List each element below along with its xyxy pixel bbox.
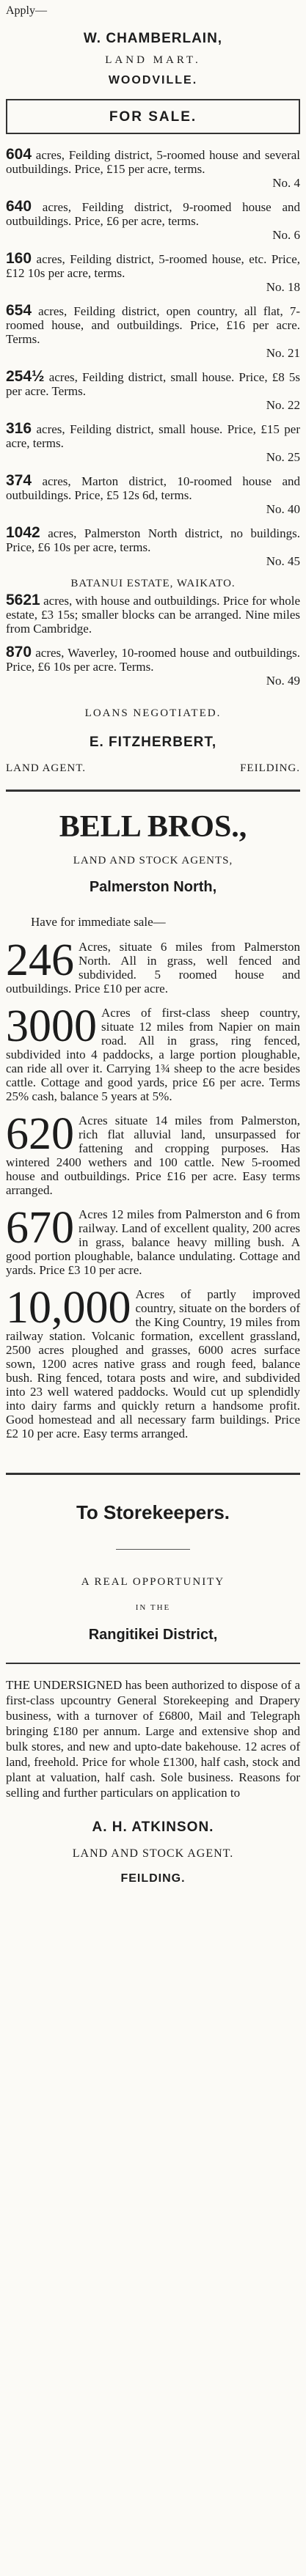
bell-listing-item: 670 Acres 12 miles from Palmerston and 6 from railway. Land of excellent quality, 200 acres in grass, balance heavy milling bush. A good portion ploughable, balance undulating. Cottage and yards. Price £3 10 per acre.	[6, 1203, 300, 1277]
agent-name: A. H. ATKINSON.	[92, 1819, 214, 1835]
batanui-heading: BATANUI ESTATE, WAIKATO.	[70, 578, 236, 589]
listing-item: 870 acres, Waverley, 10-roomed house and outbuildings. Price, £6 10s per acre. Terms. No. 49	[6, 644, 301, 688]
storekeepers-body: THE UNDERSIGNED has been authorized to dispose of a first-class upcountry General Storekeeping and Drapery business, with a turnover of £6800, Mail and Telegraph bringing £180 per annum. Large and extensive shop and bulk stores, and new and upto-date bakehouse. 12 acres of land, freehold. Price for whole £1300, half cash, stock and plant at valuation, half cash. Sole business. Reasons for selling and further particulars on application to	[6, 1678, 300, 1800]
bell-listing-item: 246 Acres, situate 6 miles from Palmerston North. All in grass, well fenced and subdivided. 5 roomed house and outbuildings. Price £10 per acre.	[6, 935, 300, 996]
listing-item: 654 acres, Feilding district, open country, all flat, 7-roomed house, and outbuildings. Price, £16 per acre. Terms. No. 21	[6, 302, 300, 360]
listing-item: 1042 acres, Palmerston North district, no buildings. Price, £6 10s per acre, terms. No. 45	[6, 524, 300, 568]
listing-item: 160 acres, Feilding district, 5-roomed house, etc. Price, £12 10s per acre, terms. No. 18	[6, 250, 301, 294]
listing-item: 640 acres, Feilding district, 9-roomed house and outbuildings. Price, £6 per acre, terms. No. 6	[6, 198, 300, 242]
chamberlain-line1: LAND MART.	[105, 54, 201, 66]
bell-bros-subtitle: LAND AND STOCK AGENTS,	[73, 855, 233, 866]
listing-item: 5621 acres, with house and outbuildings. Price for whole estate, £3 15s; smaller blocks can be arranged. Nine miles from Cambridge.	[6, 592, 300, 636]
for-sale-box	[6, 99, 300, 134]
for-sale-heading: FOR SALE.	[109, 109, 197, 125]
listing-item: 254½ acres, Feilding district, small house. Price, £8 5s per acre. Terms. No. 22	[6, 368, 300, 412]
for-sale-listings	[6, 147, 300, 688]
bell-bros-intro: Have for immediate sale—	[31, 915, 166, 929]
agent-town: FEILDING.	[120, 1872, 186, 1885]
listing-item: 374 acres, Marton district, 10-roomed house and outbuildings. Price, £5 12s 6d, terms. No. 40	[6, 472, 300, 516]
top-fragment: Apply—	[6, 4, 47, 17]
chamberlain-name: W. CHAMBERLAIN,	[83, 31, 223, 46]
fitzherbert-name: E. FITZHERBERT,	[89, 735, 217, 750]
bell-bros-place: Palmerston North,	[89, 879, 217, 895]
in-the-line: IN THE	[135, 1603, 171, 1612]
fitzherbert-title: LAND AGENT.	[6, 762, 87, 774]
district-name: Rangitikei District,	[88, 1627, 218, 1643]
advert-column	[6, 0, 300, 1885]
fitzherbert-town: FEILDING.	[240, 762, 300, 774]
bell-listing-item: 10,000 Acres of partly improved country, situate on the borders of the King Country, 19 miles from railway station. Volcanic formation, excellent grassland, 2500 acres ploughed and grasses, 6000 acres surface sown, 1200 acres native grass and rough feed, balance bush. Ring fenced, totara posts and wire, and subdivided into 23 well watered paddocks. Would cut up splendidly into dairy farms and quickly return a handsome profit. Good homestead and all necessary farm buildings. Price £2 10 per acre. Easy terms arranged.	[6, 1283, 300, 1440]
bell-bros-listings	[6, 935, 300, 1451]
bell-bros-name: BELL BROS.,	[59, 810, 247, 844]
bell-listing-item: 620 Acres situate 14 miles from Palmerston, rich flat alluvial land, unsurpassed for fattening and cropping purposes. Has wintered 2400 wethers and 100 cattle. New 5-roomed house and outbuildings. Price £16 per acre. Easy terms arranged.	[6, 1109, 300, 1197]
chamberlain-line2: WOODVILLE.	[108, 74, 198, 87]
listing-item: 604 acres, Feilding district, 5-roomed house and several outbuildings. Price, £15 per acre, terms. No. 4	[6, 146, 301, 190]
fitzherbert-footer	[6, 762, 300, 775]
agent-title: LAND AND STOCK AGENT.	[72, 1847, 234, 1860]
listing-item: 316 acres, Feilding district, small house. Price, £15 per acre, terms. No. 25	[6, 420, 301, 464]
storekeepers-heading: To Storekeepers.	[76, 1501, 230, 1523]
loans-negotiated: LOANS NEGOTIATED.	[84, 707, 222, 719]
opportunity-line: A REAL OPPORTUNITY	[81, 1576, 225, 1588]
bell-listing-item: 3000 Acres of first-class sheep country, situate 12 miles from Napier on main road. All in grass, ring fenced, subdivided into 4 paddocks, a large portion ploughable, can ride all over it. Carrying 1¾ sheep to the acre besides cattle. Cottage and good yards, price £6 per acre. Terms 25% cash, balance 5 years at 5%.	[6, 1001, 300, 1103]
